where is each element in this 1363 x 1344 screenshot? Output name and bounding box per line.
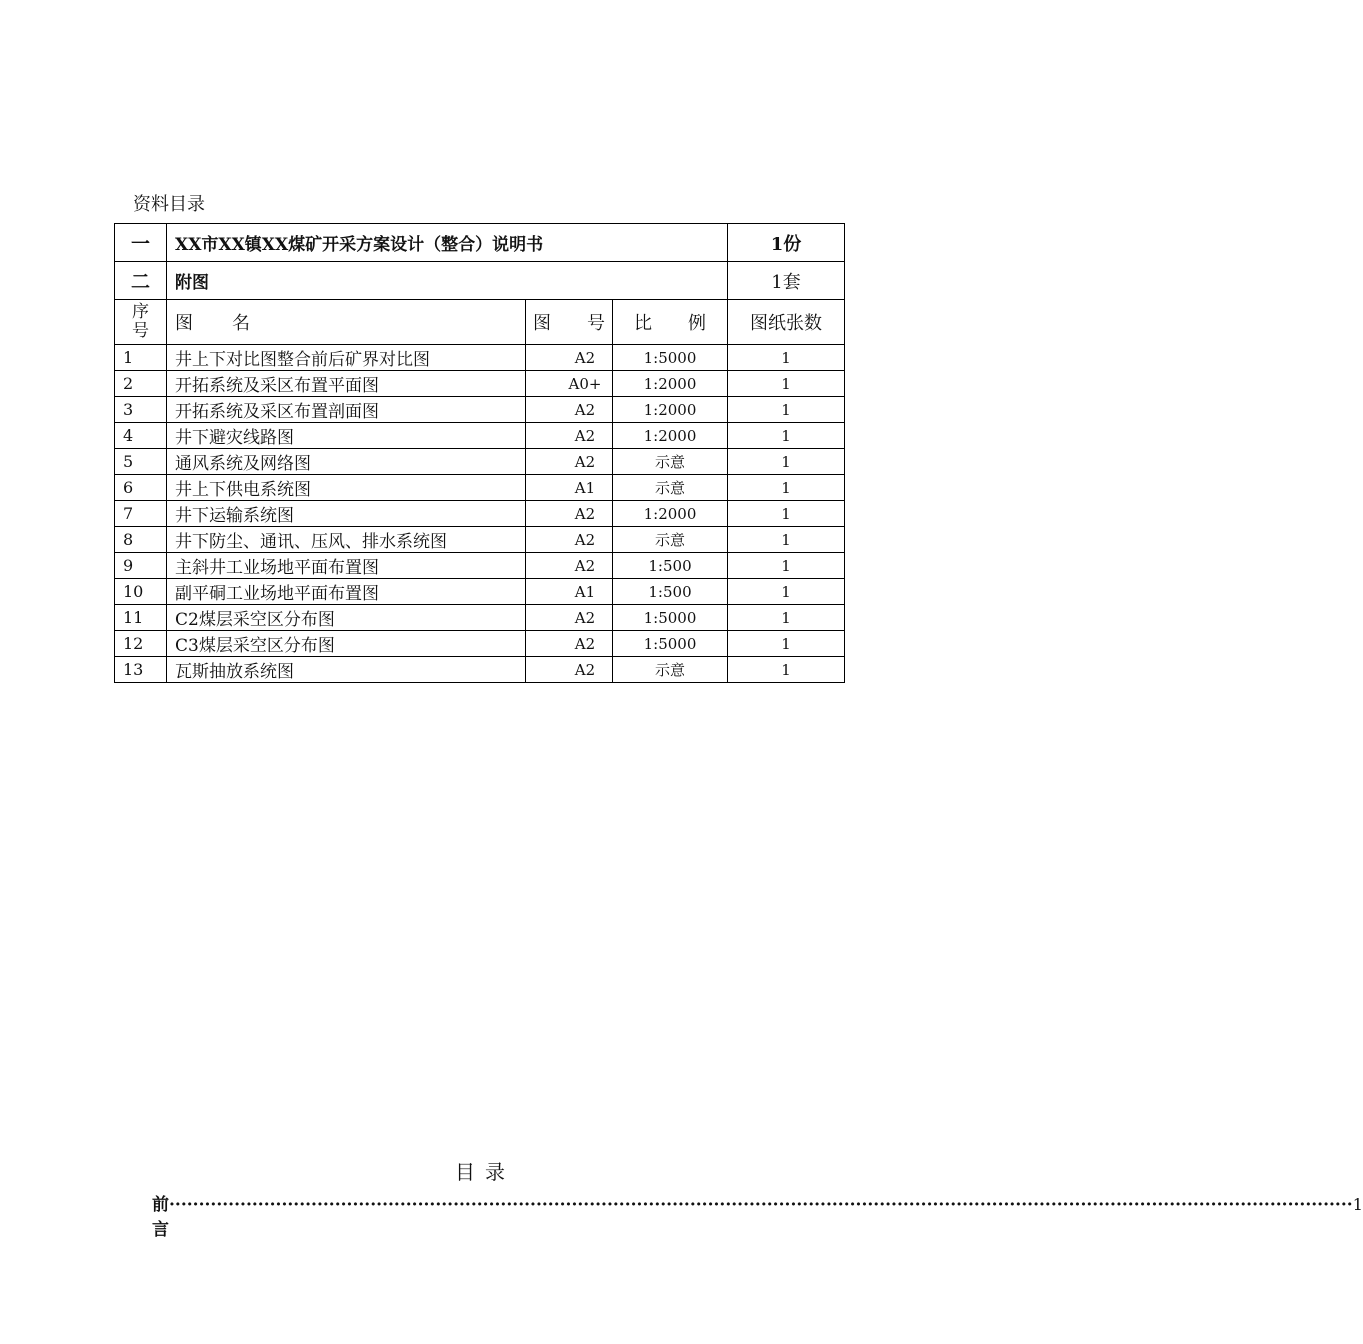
row-sheet-count: 1	[728, 397, 845, 423]
row-drawing-code: A2	[526, 501, 613, 527]
table-header-row	[115, 300, 845, 345]
section-quantity: 1份	[728, 224, 845, 262]
materials-table	[114, 223, 845, 683]
table-row	[115, 631, 845, 657]
row-drawing-code: A2	[526, 631, 613, 657]
row-drawing-code: A1	[526, 475, 613, 501]
row-drawing-name: 瓦斯抽放系统图	[167, 657, 526, 683]
row-drawing-name: 井上下供电系统图	[167, 475, 526, 501]
row-number: 4	[115, 423, 167, 449]
row-scale: 1:500	[613, 553, 728, 579]
row-sheet-count: 1	[728, 553, 845, 579]
row-drawing-code: A2	[526, 553, 613, 579]
row-number: 3	[115, 397, 167, 423]
table-row	[115, 527, 845, 553]
row-number: 5	[115, 449, 167, 475]
row-sheet-count: 1	[728, 475, 845, 501]
section-quantity: 1套	[728, 262, 845, 300]
row-drawing-name: 开拓系统及采区布置平面图	[167, 371, 526, 397]
row-sheet-count: 1	[728, 605, 845, 631]
row-scale: 1:2000	[613, 371, 728, 397]
row-drawing-name: 井下防尘、通讯、压风、排水系统图	[167, 527, 526, 553]
row-drawing-name: C3煤层采空区分布图	[167, 631, 526, 657]
row-sheet-count: 1	[728, 371, 845, 397]
row-drawing-name: 开拓系统及采区布置剖面图	[167, 397, 526, 423]
row-sheet-count: 1	[728, 345, 845, 371]
row-drawing-code: A2	[526, 423, 613, 449]
row-sheet-count: 1	[728, 501, 845, 527]
row-scale: 1:5000	[613, 631, 728, 657]
table-row	[115, 423, 845, 449]
row-sheet-count: 1	[728, 657, 845, 683]
row-drawing-name: 副平硐工业场地平面布置图	[167, 579, 526, 605]
contents-entry[interactable]	[152, 1190, 1363, 1240]
row-drawing-name: 主斜井工业场地平面布置图	[167, 553, 526, 579]
section-row	[115, 262, 845, 300]
header-number-top: 序	[132, 302, 149, 322]
table-row	[115, 475, 845, 501]
row-drawing-code: A0+	[526, 371, 613, 397]
row-number: 7	[115, 501, 167, 527]
row-scale: 1:5000	[613, 605, 728, 631]
row-drawing-name: 通风系统及网络图	[167, 449, 526, 475]
row-scale: 1:2000	[613, 501, 728, 527]
row-number: 1	[115, 345, 167, 371]
header-number	[115, 300, 167, 345]
header-scale: 比 例	[613, 300, 728, 345]
row-scale: 1:2000	[613, 397, 728, 423]
contents-entry-page: 1	[1352, 1195, 1363, 1214]
row-drawing-code: A2	[526, 527, 613, 553]
row-number: 13	[115, 657, 167, 683]
row-number: 8	[115, 527, 167, 553]
table-row	[115, 449, 845, 475]
row-scale: 示意	[613, 527, 728, 553]
row-sheet-count: 1	[728, 423, 845, 449]
row-number: 6	[115, 475, 167, 501]
table-row	[115, 605, 845, 631]
row-number: 10	[115, 579, 167, 605]
section-number: 一	[115, 224, 167, 262]
row-scale: 示意	[613, 449, 728, 475]
section-row	[115, 224, 845, 262]
row-drawing-name: 井下运输系统图	[167, 501, 526, 527]
contents-entry-label: 前言	[152, 1195, 169, 1240]
row-scale: 示意	[613, 657, 728, 683]
dot-leader: ········································································································································································································	[169, 1195, 1353, 1215]
table-row	[115, 553, 845, 579]
row-drawing-code: A2	[526, 397, 613, 423]
table-row	[115, 501, 845, 527]
row-drawing-code: A2	[526, 345, 613, 371]
section-title: XX市XX镇XX煤矿开采方案设计（整合）说明书	[167, 224, 728, 262]
row-drawing-code: A2	[526, 449, 613, 475]
header-name: 图 名	[167, 300, 526, 345]
table-row	[115, 657, 845, 683]
document-heading: 资料目录	[133, 194, 205, 215]
row-number: 9	[115, 553, 167, 579]
row-sheet-count: 1	[728, 449, 845, 475]
table-row	[115, 579, 845, 605]
row-sheet-count: 1	[728, 631, 845, 657]
contents-title: 目录	[455, 1160, 515, 1184]
section-title: 附图	[167, 262, 728, 300]
row-scale: 1:500	[613, 579, 728, 605]
row-number: 11	[115, 605, 167, 631]
table-row	[115, 371, 845, 397]
section-number: 二	[115, 262, 167, 300]
row-drawing-code: A2	[526, 605, 613, 631]
header-number-bottom: 号	[132, 321, 149, 341]
row-scale: 示意	[613, 475, 728, 501]
row-drawing-name: 井下避灾线路图	[167, 423, 526, 449]
row-scale: 1:5000	[613, 345, 728, 371]
table-row	[115, 345, 845, 371]
row-drawing-code: A1	[526, 579, 613, 605]
row-sheet-count: 1	[728, 579, 845, 605]
row-number: 2	[115, 371, 167, 397]
row-scale: 1:2000	[613, 423, 728, 449]
row-sheet-count: 1	[728, 527, 845, 553]
row-number: 12	[115, 631, 167, 657]
row-drawing-name: C2煤层采空区分布图	[167, 605, 526, 631]
header-code: 图 号	[526, 300, 613, 345]
row-drawing-name: 井上下对比图整合前后矿界对比图	[167, 345, 526, 371]
row-drawing-code: A2	[526, 657, 613, 683]
header-count: 图纸张数	[728, 300, 845, 345]
table-row	[115, 397, 845, 423]
